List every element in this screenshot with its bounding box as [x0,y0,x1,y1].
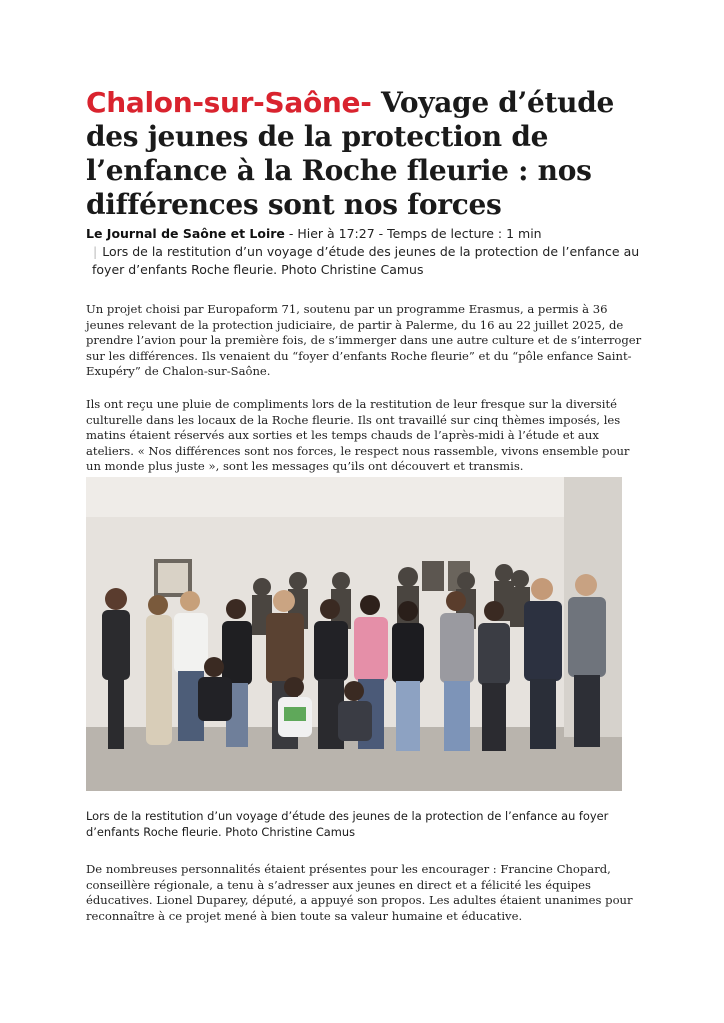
article-summary: Lors de la restitution d’un voyage d’étude des jeunes de la protection de l’enfance au foyer d’enfants Roche fleurie. Photo Christine Camus [92,244,640,277]
group-photo [86,477,622,791]
photo-caption: Lors de la restitution d’un voyage d’étude des jeunes de la protection de l’enfance au foyer d’enfants Roche fleurie. Photo Christine Camus [86,809,609,839]
article-paragraph-2: Ils ont reçu une pluie de compliments lors de la restitution de leur fresque sur la diversité culturelle dans les locaux de la Roche fleurie. Ils ont travaillé sur cinq thèmes imposés, les matins étaient réservés aux sorties et les temps chauds de l’après-midi à l’étude et aux ateliers. « Nos différences sont nos forces, le respect nous rassemble, vivons ensemble pour un monde plus juste », sont les messages qu’ils ont découvert et transmis. [86,397,630,474]
publish-meta: - Hier à 17:27 - Temps de lecture : 1 min [284,226,542,241]
byline [86,225,646,279]
article-paragraph-3: De nombreuses personnalités étaient présentes pour les encourager : Francine Chopard, conseillère régionale, a tenu à s’adresser aux jeunes en direct et a félicité les équipes éducatives. Lionel Duparey, député, a appuyé son propos. Les adultes étaient unanimes pour reconnaître à ce projet mené à bien toute sa valeur humaine et éducative. [86,862,633,923]
article-paragraph-1: Un projet choisi par Europaform 71, soutenu par un programme Erasmus, a permis à 36 jeunes relevant de la protection judiciaire, de partir à Palerme, du 16 au 22 juillet 2025, de prendre l’avion pour la première fois, de s’immerger dans une autre culture et de s’interroger sur les différences. Ils venaient du “foyer d’enfants Roche fleurie” et du “pôle enfance Saint-Exupéry” de Chalon-sur-Saône. [86,302,642,379]
summary-line [86,243,646,279]
group-photo-illustration [86,477,622,791]
headline-place: Chalon-sur-Saône- [86,86,372,119]
headline-title: Voyage d’étude des jeunes de la protection de l’enfance à la Roche fleurie : nos différences sont nos forces [86,86,615,221]
summary-separator: | [93,244,98,259]
article-headline [86,86,646,222]
source-name[interactable]: Le Journal de Saône et Loire [86,226,285,241]
